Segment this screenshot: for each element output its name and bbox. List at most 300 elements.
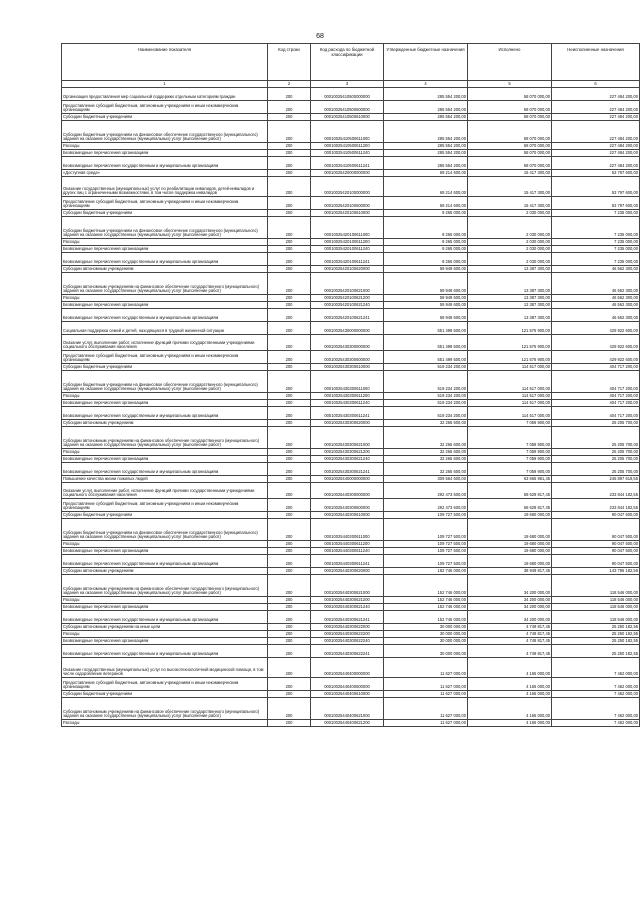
row-name-cell: Предоставление субсидий бюджетным, автономным учреждениям и иным некоммерческим организациям bbox=[62, 678, 268, 691]
table-row bbox=[62, 449, 640, 456]
row-executed-cell: 7 059 900,00 bbox=[468, 449, 552, 456]
row-line-code-cell: 200 bbox=[268, 239, 311, 246]
row-remaining-cell: 118 546 000,00 bbox=[552, 611, 640, 624]
row-line-code-cell: 200 bbox=[268, 273, 311, 295]
row-line-code-cell: 200 bbox=[268, 253, 311, 266]
table-row bbox=[62, 351, 640, 364]
row-line-code-cell: 200 bbox=[268, 302, 311, 309]
row-approved-cell: 109 727 500,00 bbox=[384, 548, 468, 555]
table-row bbox=[62, 121, 640, 143]
table-row bbox=[62, 499, 640, 512]
row-executed-cell: 13 387 300,00 bbox=[468, 295, 552, 302]
column-header-remaining: Неисполненные назначения bbox=[552, 44, 640, 81]
row-name-cell: Субсидии автономным учреждениям bbox=[62, 420, 268, 427]
row-remaining-cell: 7 235 000,00 bbox=[552, 239, 640, 246]
row-approved-cell: 9 265 000,00 bbox=[384, 217, 468, 239]
column-header-executed: Исполнено bbox=[468, 44, 552, 81]
row-approved-cell: 59 949 600,00 bbox=[384, 295, 468, 302]
row-approved-cell: 109 727 500,00 bbox=[384, 512, 468, 519]
row-executed-cell: 114 517 000,00 bbox=[468, 371, 552, 393]
row-remaining-cell: 25 250 182,55 bbox=[552, 624, 640, 631]
row-classification-code-cell: 00010025440300622240 bbox=[311, 638, 384, 645]
table-row bbox=[62, 548, 640, 555]
row-line-code-cell: 200 bbox=[268, 483, 311, 499]
table-row bbox=[62, 624, 640, 631]
row-approved-cell: 11 627 000,00 bbox=[384, 720, 468, 727]
row-classification-code-cell: 00010025440300611200 bbox=[311, 541, 384, 548]
row-line-code-cell: 200 bbox=[268, 691, 311, 698]
row-line-code-cell: 200 bbox=[268, 197, 311, 210]
row-line-code-cell: 200 bbox=[268, 266, 311, 273]
row-executed-cell: 4 749 817,45 bbox=[468, 631, 552, 638]
table-row bbox=[62, 400, 640, 407]
row-classification-code-cell: 00010025430300611000 bbox=[311, 371, 384, 393]
row-line-code-cell: 200 bbox=[268, 407, 311, 420]
row-classification-code-cell: 00010025440400621200 bbox=[311, 720, 384, 727]
row-classification-code-cell: 00010025440300622241 bbox=[311, 645, 384, 658]
row-classification-code-cell: 00010025440300611241 bbox=[311, 555, 384, 568]
row-line-code-cell: 200 bbox=[268, 604, 311, 611]
row-classification-code-cell: 00010025440400621000 bbox=[311, 698, 384, 720]
row-classification-code-cell: 00010025430300610000 bbox=[311, 364, 384, 371]
column-header-classification-code: Код расхода по бюджетной классификации bbox=[311, 44, 384, 81]
row-executed-cell: 19 680 000,00 bbox=[468, 512, 552, 519]
row-approved-cell: 11 627 000,00 bbox=[384, 691, 468, 698]
row-line-code-cell: 200 bbox=[268, 476, 311, 483]
table-row bbox=[62, 302, 640, 309]
table-row bbox=[62, 519, 640, 541]
row-remaining-cell: 7 462 000,00 bbox=[552, 698, 640, 720]
row-classification-code-cell: 00010025430300600000 bbox=[311, 351, 384, 364]
row-remaining-cell: 143 796 182,55 bbox=[552, 568, 640, 575]
row-remaining-cell: 7 462 000,00 bbox=[552, 720, 640, 727]
row-executed-cell: 121 576 900,00 bbox=[468, 335, 552, 351]
row-line-code-cell: 200 bbox=[268, 121, 311, 143]
row-classification-code-cell: 00010025420100611241 bbox=[311, 253, 384, 266]
row-remaining-cell: 404 717 200,00 bbox=[552, 364, 640, 371]
row-name-cell: Расходы bbox=[62, 449, 268, 456]
row-approved-cell: 32 265 600,00 bbox=[384, 456, 468, 463]
row-line-code-cell: 200 bbox=[268, 309, 311, 322]
row-line-code-cell: 200 bbox=[268, 548, 311, 555]
row-name-cell: Безвозмездные перечисления государственным и муниципальным организациям bbox=[62, 407, 268, 420]
row-classification-code-cell: 00010025430300621241 bbox=[311, 463, 384, 476]
row-classification-code-cell: 00010025440400600000 bbox=[311, 678, 384, 691]
row-name-cell: Безвозмездные перечисления организациям bbox=[62, 548, 268, 555]
row-executed-cell: 7 059 900,00 bbox=[468, 456, 552, 463]
row-approved-cell: 152 746 000,00 bbox=[384, 575, 468, 597]
row-executed-cell: 121 576 900,00 bbox=[468, 322, 552, 335]
row-name-cell: Организация предоставления мер социальной поддержки отдельным категориям граждан bbox=[62, 88, 268, 101]
row-remaining-cell: 118 546 000,00 bbox=[552, 597, 640, 604]
table-row bbox=[62, 101, 640, 114]
row-name-cell: Предоставление субсидий бюджетным, автономным учреждениям и иным некоммерческим организациям bbox=[62, 351, 268, 364]
row-approved-cell: 292 473 600,00 bbox=[384, 499, 468, 512]
row-approved-cell: 30 000 000,00 bbox=[384, 645, 468, 658]
row-name-cell: «Доступная среда» bbox=[62, 170, 268, 177]
row-remaining-cell: 7 235 000,00 bbox=[552, 210, 640, 217]
row-line-code-cell: 200 bbox=[268, 150, 311, 157]
row-approved-cell: 152 746 000,00 bbox=[384, 597, 468, 604]
row-executed-cell: 19 680 000,00 bbox=[468, 519, 552, 541]
row-classification-code-cell: 00010025440400610000 bbox=[311, 691, 384, 698]
row-approved-cell: 182 746 000,00 bbox=[384, 568, 468, 575]
row-executed-cell: 58 629 817,45 bbox=[468, 499, 552, 512]
row-remaining-cell: 53 797 600,00 bbox=[552, 197, 640, 210]
row-remaining-cell: 53 797 600,00 bbox=[552, 177, 640, 197]
row-remaining-cell: 404 717 200,00 bbox=[552, 400, 640, 407]
table-row bbox=[62, 631, 640, 638]
row-remaining-cell: 429 922 600,00 bbox=[552, 335, 640, 351]
row-name-cell: Повышение качества жизни пожилых людей bbox=[62, 476, 268, 483]
table-row bbox=[62, 456, 640, 463]
row-executed-cell: 4 749 817,45 bbox=[468, 638, 552, 645]
table-header bbox=[62, 44, 640, 81]
row-classification-code-cell: 00010025440300611000 bbox=[311, 519, 384, 541]
row-classification-code-cell: 00010025410500611200 bbox=[311, 143, 384, 150]
table-row bbox=[62, 720, 640, 727]
row-line-code-cell: 200 bbox=[268, 364, 311, 371]
row-remaining-cell: 46 562 300,00 bbox=[552, 273, 640, 295]
row-remaining-cell: 7 235 000,00 bbox=[552, 246, 640, 253]
table-row bbox=[62, 575, 640, 597]
row-executed-cell: 13 387 300,00 bbox=[468, 302, 552, 309]
row-executed-cell: 58 070 000,00 bbox=[468, 150, 552, 157]
row-line-code-cell: 200 bbox=[268, 143, 311, 150]
row-name-cell: Безвозмездные перечисления государственным и муниципальным организациям bbox=[62, 645, 268, 658]
column-number: 5 bbox=[468, 81, 552, 88]
row-executed-cell: 34 200 000,00 bbox=[468, 597, 552, 604]
row-remaining-cell: 25 205 700,00 bbox=[552, 463, 640, 476]
table-body bbox=[62, 81, 640, 727]
row-approved-cell: 9 265 000,00 bbox=[384, 210, 468, 217]
table-row bbox=[62, 177, 640, 197]
row-executed-cell: 19 680 000,00 bbox=[468, 548, 552, 555]
table-row bbox=[62, 597, 640, 604]
row-remaining-cell: 429 922 600,00 bbox=[552, 322, 640, 335]
row-remaining-cell: 404 717 200,00 bbox=[552, 371, 640, 393]
row-executed-cell: 7 059 900,00 bbox=[468, 427, 552, 449]
row-executed-cell: 58 070 000,00 bbox=[468, 114, 552, 121]
table-row bbox=[62, 335, 640, 351]
row-classification-code-cell: 00010025430300000000 bbox=[311, 335, 384, 351]
row-remaining-cell: 90 047 500,00 bbox=[552, 548, 640, 555]
row-classification-code-cell: 00010025410500610000 bbox=[311, 114, 384, 121]
row-executed-cell: 4 749 817,45 bbox=[468, 624, 552, 631]
row-classification-code-cell: 00010025410500611240 bbox=[311, 150, 384, 157]
row-name-cell: Субсидии бюджетным учреждениям bbox=[62, 210, 268, 217]
row-approved-cell: 109 727 500,00 bbox=[384, 555, 468, 568]
column-number: 3 bbox=[311, 81, 384, 88]
table-row bbox=[62, 604, 640, 611]
row-executed-cell: 4 165 000,00 bbox=[468, 698, 552, 720]
row-line-code-cell: 200 bbox=[268, 427, 311, 449]
row-classification-code-cell: 00010025430300611240 bbox=[311, 400, 384, 407]
table-row bbox=[62, 555, 640, 568]
row-classification-code-cell: 00010025410500000000 bbox=[311, 88, 384, 101]
row-remaining-cell: 227 484 200,00 bbox=[552, 101, 640, 114]
row-remaining-cell: 46 562 300,00 bbox=[552, 309, 640, 322]
row-executed-cell: 15 417 300,00 bbox=[468, 197, 552, 210]
row-name-cell: Расходы bbox=[62, 239, 268, 246]
row-line-code-cell: 200 bbox=[268, 114, 311, 121]
row-name-cell: Безвозмездные перечисления организациям bbox=[62, 604, 268, 611]
budget-execution-table bbox=[61, 43, 640, 727]
row-name-cell: Расходы bbox=[62, 393, 268, 400]
table-row bbox=[62, 197, 640, 210]
row-approved-cell: 59 949 600,00 bbox=[384, 309, 468, 322]
row-line-code-cell: 200 bbox=[268, 371, 311, 393]
row-approved-cell: 59 949 600,00 bbox=[384, 302, 468, 309]
row-executed-cell: 58 070 000,00 bbox=[468, 88, 552, 101]
row-line-code-cell: 200 bbox=[268, 246, 311, 253]
row-remaining-cell: 7 462 000,00 bbox=[552, 691, 640, 698]
row-executed-cell: 2 030 000,00 bbox=[468, 217, 552, 239]
row-line-code-cell: 200 bbox=[268, 393, 311, 400]
row-executed-cell: 15 417 300,00 bbox=[468, 170, 552, 177]
row-remaining-cell: 25 250 182,55 bbox=[552, 631, 640, 638]
column-header-line-code: Код строки bbox=[268, 44, 311, 81]
row-remaining-cell: 227 484 200,00 bbox=[552, 150, 640, 157]
column-numbers-row bbox=[62, 81, 640, 88]
row-approved-cell: 285 554 200,00 bbox=[384, 114, 468, 121]
row-approved-cell: 519 234 200,00 bbox=[384, 393, 468, 400]
row-remaining-cell: 7 235 000,00 bbox=[552, 253, 640, 266]
row-name-cell: Оказание государственных (муниципальных) услуг по реабилитации инвалидов, детей-инвалидов и других лиц с ограниченными возможностями, в том числе поддержка инвалидов bbox=[62, 177, 268, 197]
row-executed-cell: 2 030 000,00 bbox=[468, 253, 552, 266]
row-classification-code-cell: 00010025430300621240 bbox=[311, 456, 384, 463]
table-row bbox=[62, 217, 640, 239]
row-classification-code-cell: 00010025430300611241 bbox=[311, 407, 384, 420]
row-remaining-cell: 90 047 500,00 bbox=[552, 512, 640, 519]
table-row bbox=[62, 407, 640, 420]
row-name-cell: Безвозмездные перечисления государственным и муниципальным организациям bbox=[62, 611, 268, 624]
row-classification-code-cell: 00010025440300622000 bbox=[311, 624, 384, 631]
row-name-cell: Безвозмездные перечисления организациям bbox=[62, 246, 268, 253]
row-approved-cell: 69 214 600,00 bbox=[384, 197, 468, 210]
row-name-cell: Расходы bbox=[62, 631, 268, 638]
page-number: 68 bbox=[316, 33, 324, 40]
table-row bbox=[62, 157, 640, 170]
row-executed-cell: 2 030 000,00 bbox=[468, 210, 552, 217]
row-classification-code-cell: 00010025440300610000 bbox=[311, 512, 384, 519]
row-remaining-cell: 7 235 000,00 bbox=[552, 217, 640, 239]
row-name-cell: Предоставление субсидий бюджетным, автономным учреждениям и иным некоммерческим организациям bbox=[62, 499, 268, 512]
row-approved-cell: 11 627 000,00 bbox=[384, 698, 468, 720]
row-approved-cell: 285 554 200,00 bbox=[384, 150, 468, 157]
row-classification-code-cell: 00010025420100611000 bbox=[311, 217, 384, 239]
table-row bbox=[62, 266, 640, 273]
row-line-code-cell: 200 bbox=[268, 631, 311, 638]
row-approved-cell: 551 499 500,00 bbox=[384, 335, 468, 351]
row-executed-cell: 2 030 000,00 bbox=[468, 246, 552, 253]
row-approved-cell: 69 214 600,00 bbox=[384, 177, 468, 197]
row-classification-code-cell: 00010025440300000000 bbox=[311, 483, 384, 499]
row-name-cell: Субсидии бюджетным учреждениям на финансовое обеспечение государственного (муниципального) задания на оказание государственных (муниципальных) услуг (выполнение работ) bbox=[62, 519, 268, 541]
row-name-cell: Предоставление субсидий бюджетным, автономным учреждениям и иным некоммерческим организациям bbox=[62, 101, 268, 114]
row-approved-cell: 109 727 500,00 bbox=[384, 541, 468, 548]
row-name-cell: Безвозмездные перечисления организациям bbox=[62, 638, 268, 645]
row-name-cell: Предоставление субсидий бюджетным, автономным учреждениям и иным некоммерческим организациям bbox=[62, 197, 268, 210]
row-classification-code-cell: 00010025440300611240 bbox=[311, 548, 384, 555]
row-line-code-cell: 200 bbox=[268, 157, 311, 170]
row-executed-cell: 4 749 817,45 bbox=[468, 645, 552, 658]
table-row bbox=[62, 463, 640, 476]
row-name-cell: Безвозмездные перечисления государственным и муниципальным организациям bbox=[62, 463, 268, 476]
row-line-code-cell: 200 bbox=[268, 101, 311, 114]
row-remaining-cell: 233 844 182,55 bbox=[552, 483, 640, 499]
row-line-code-cell: 200 bbox=[268, 519, 311, 541]
row-approved-cell: 9 265 000,00 bbox=[384, 239, 468, 246]
column-number: 2 bbox=[268, 81, 311, 88]
row-approved-cell: 152 746 000,00 bbox=[384, 611, 468, 624]
row-executed-cell: 4 165 000,00 bbox=[468, 720, 552, 727]
table-row bbox=[62, 143, 640, 150]
table-row bbox=[62, 150, 640, 157]
row-line-code-cell: 200 bbox=[268, 456, 311, 463]
row-name-cell: Расходы bbox=[62, 597, 268, 604]
row-name-cell: Расходы bbox=[62, 541, 268, 548]
row-name-cell: Расходы bbox=[62, 143, 268, 150]
row-classification-code-cell: 00010025430300611200 bbox=[311, 393, 384, 400]
row-classification-code-cell: 00010025440300621200 bbox=[311, 597, 384, 604]
row-name-cell: Субсидии автономным учреждениям на иные цели bbox=[62, 624, 268, 631]
table-row bbox=[62, 253, 640, 266]
row-line-code-cell: 200 bbox=[268, 555, 311, 568]
row-line-code-cell: 200 bbox=[268, 420, 311, 427]
row-executed-cell: 34 200 000,00 bbox=[468, 604, 552, 611]
row-executed-cell: 15 417 300,00 bbox=[468, 177, 552, 197]
row-name-cell: Безвозмездные перечисления организациям bbox=[62, 302, 268, 309]
row-name-cell: Субсидии бюджетным учреждениям bbox=[62, 114, 268, 121]
row-executed-cell: 13 387 300,00 bbox=[468, 266, 552, 273]
row-approved-cell: 109 727 500,00 bbox=[384, 519, 468, 541]
row-name-cell: Оказание государственных (муниципальных) услуг по высокотехнологичной медицинской помощи, в том числе оздоровление ветеранов bbox=[62, 658, 268, 678]
row-line-code-cell: 200 bbox=[268, 170, 311, 177]
table-row bbox=[62, 691, 640, 698]
row-name-cell: Субсидии бюджетным учреждениям на финансовое обеспечение государственного (муниципального) задания на оказание государственных (муниципальных) услуг (выполнение работ) bbox=[62, 217, 268, 239]
table-row bbox=[62, 512, 640, 519]
row-name-cell: Субсидии автономным учреждениям bbox=[62, 266, 268, 273]
row-line-code-cell: 200 bbox=[268, 658, 311, 678]
row-name-cell: Расходы bbox=[62, 720, 268, 727]
row-line-code-cell: 200 bbox=[268, 698, 311, 720]
row-executed-cell: 7 059 900,00 bbox=[468, 420, 552, 427]
column-number: 4 bbox=[384, 81, 468, 88]
row-line-code-cell: 200 bbox=[268, 512, 311, 519]
row-name-cell: Безвозмездные перечисления государственным и муниципальным организациям bbox=[62, 157, 268, 170]
row-name-cell: Субсидии бюджетным учреждениям на финансовое обеспечение государственного (муниципального) задания на оказание государственных (муниципальных) услуг (выполнение работ) bbox=[62, 121, 268, 143]
row-approved-cell: 519 234 200,00 bbox=[384, 400, 468, 407]
row-remaining-cell: 118 546 000,00 bbox=[552, 575, 640, 597]
row-classification-code-cell: 00010025420000000000 bbox=[311, 170, 384, 177]
row-approved-cell: 11 627 000,00 bbox=[384, 658, 468, 678]
row-line-code-cell: 200 bbox=[268, 597, 311, 604]
row-name-cell: Безвозмездные перечисления государственным и муниципальным организациям bbox=[62, 253, 268, 266]
row-remaining-cell: 46 562 300,00 bbox=[552, 302, 640, 309]
row-line-code-cell: 200 bbox=[268, 295, 311, 302]
row-classification-code-cell: 00010025440300620000 bbox=[311, 568, 384, 575]
row-remaining-cell: 233 844 182,55 bbox=[552, 499, 640, 512]
row-approved-cell: 32 265 600,00 bbox=[384, 463, 468, 476]
table-row bbox=[62, 611, 640, 624]
row-approved-cell: 9 265 000,00 bbox=[384, 253, 468, 266]
row-approved-cell: 519 234 200,00 bbox=[384, 364, 468, 371]
row-remaining-cell: 90 047 500,00 bbox=[552, 519, 640, 541]
row-line-code-cell: 200 bbox=[268, 541, 311, 548]
row-classification-code-cell: 00010025410500600000 bbox=[311, 101, 384, 114]
row-name-cell: Безвозмездные перечисления организациям bbox=[62, 456, 268, 463]
row-classification-code-cell: 00010025420100610000 bbox=[311, 210, 384, 217]
row-executed-cell: 38 949 817,45 bbox=[468, 568, 552, 575]
row-executed-cell: 114 517 000,00 bbox=[468, 400, 552, 407]
row-classification-code-cell: 00010025410500611241 bbox=[311, 157, 384, 170]
row-name-cell: Безвозмездные перечисления организациям bbox=[62, 400, 268, 407]
table-row bbox=[62, 658, 640, 678]
row-remaining-cell: 429 922 600,00 bbox=[552, 351, 640, 364]
row-line-code-cell: 200 bbox=[268, 678, 311, 691]
row-remaining-cell: 7 462 000,00 bbox=[552, 658, 640, 678]
row-name-cell: Субсидии автономным учреждениям на финансовое обеспечение государственного (муниципального) задания на оказание государственных (муниципальных) услуг (выполнение работ) bbox=[62, 698, 268, 720]
row-classification-code-cell: 00010025440300621240 bbox=[311, 604, 384, 611]
table-row bbox=[62, 393, 640, 400]
row-remaining-cell: 25 205 700,00 bbox=[552, 420, 640, 427]
row-approved-cell: 292 473 600,00 bbox=[384, 483, 468, 499]
row-name-cell: Социальная поддержка семей и детей, находящихся в трудной жизненной ситуации bbox=[62, 322, 268, 335]
row-approved-cell: 309 564 600,00 bbox=[384, 476, 468, 483]
row-executed-cell: 58 070 000,00 bbox=[468, 121, 552, 143]
row-classification-code-cell: 00010025410500611000 bbox=[311, 121, 384, 143]
row-remaining-cell: 227 484 200,00 bbox=[552, 157, 640, 170]
row-approved-cell: 59 949 600,00 bbox=[384, 266, 468, 273]
row-line-code-cell: 200 bbox=[268, 400, 311, 407]
row-line-code-cell: 200 bbox=[268, 638, 311, 645]
row-approved-cell: 32 265 600,00 bbox=[384, 420, 468, 427]
row-executed-cell: 63 666 981,45 bbox=[468, 476, 552, 483]
row-line-code-cell: 200 bbox=[268, 351, 311, 364]
row-approved-cell: 285 554 200,00 bbox=[384, 143, 468, 150]
row-executed-cell: 58 070 000,00 bbox=[468, 157, 552, 170]
row-classification-code-cell: 00010025440300621000 bbox=[311, 575, 384, 597]
row-approved-cell: 551 499 500,00 bbox=[384, 322, 468, 335]
row-line-code-cell: 200 bbox=[268, 568, 311, 575]
row-approved-cell: 11 627 000,00 bbox=[384, 678, 468, 691]
column-header-name: Наименование показателя bbox=[62, 44, 268, 81]
row-line-code-cell: 200 bbox=[268, 335, 311, 351]
row-approved-cell: 285 554 200,00 bbox=[384, 121, 468, 143]
row-remaining-cell: 53 797 600,00 bbox=[552, 170, 640, 177]
table-row bbox=[62, 678, 640, 691]
row-line-code-cell: 200 bbox=[268, 177, 311, 197]
row-approved-cell: 32 265 600,00 bbox=[384, 427, 468, 449]
row-remaining-cell: 25 250 182,55 bbox=[552, 638, 640, 645]
table-row bbox=[62, 541, 640, 548]
row-classification-code-cell: 00010025420100000000 bbox=[311, 177, 384, 197]
row-classification-code-cell: 00010025420100621200 bbox=[311, 295, 384, 302]
table-row bbox=[62, 645, 640, 658]
table-row bbox=[62, 273, 640, 295]
row-classification-code-cell: 00010025420100611240 bbox=[311, 246, 384, 253]
row-approved-cell: 285 554 200,00 bbox=[384, 88, 468, 101]
row-remaining-cell: 118 546 000,00 bbox=[552, 604, 640, 611]
row-classification-code-cell: 00010025430300621000 bbox=[311, 427, 384, 449]
row-executed-cell: 19 680 000,00 bbox=[468, 555, 552, 568]
row-executed-cell: 114 517 000,00 bbox=[468, 393, 552, 400]
row-executed-cell: 4 165 000,00 bbox=[468, 678, 552, 691]
row-name-cell: Субсидии бюджетным учреждениям bbox=[62, 512, 268, 519]
row-approved-cell: 69 214 600,00 bbox=[384, 170, 468, 177]
row-line-code-cell: 200 bbox=[268, 499, 311, 512]
